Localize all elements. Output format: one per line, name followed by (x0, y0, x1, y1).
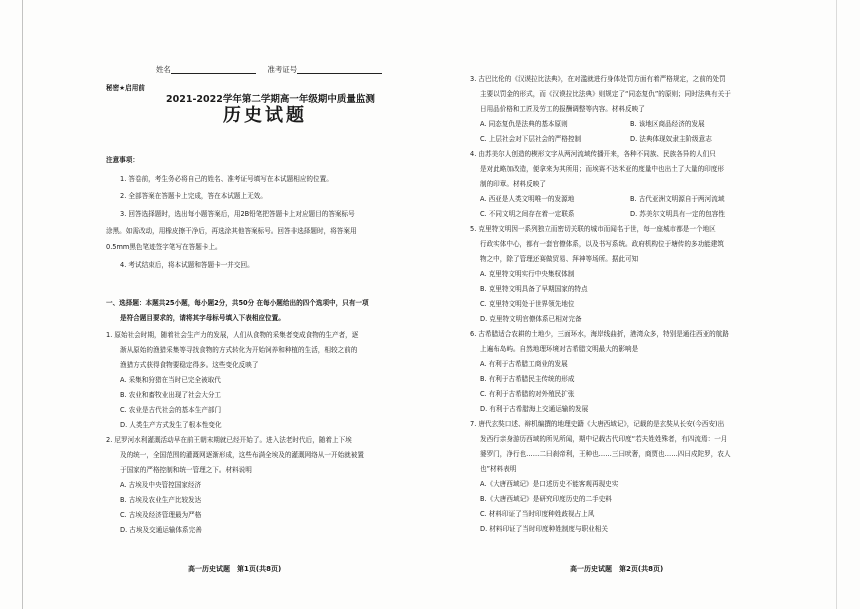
question-1-option: C. 农业是古代社会的基本生产部门 (120, 406, 222, 414)
question-2-option: C. 古埃及经济管理最为严格 (120, 511, 202, 519)
question-7-stem: 发西行亲身游历西域的所见所闻，期中记载古代印度“若夫姓姓殊者，有四流焉：一月 (480, 435, 728, 443)
question-4-stem: 制的印章。材料反映了 (480, 180, 546, 188)
question-4-option: A. 西亚是人类文明唯一的发源地 (480, 195, 575, 203)
page-left (106, 60, 441, 600)
name-blank (171, 66, 256, 74)
question-1-stem: 1. 原始社会时期，随着社会生产力的发展，人们从食物的采集者变成食物的生产者，逐 (106, 331, 359, 339)
notice-line: 涂黑。如需改动，用橡皮擦干净后，再选涂其他答案标号。回答非选择题时，将答案用 (106, 227, 357, 235)
question-3-option: C. 上层社会对下层社会的严格控制 (480, 135, 582, 143)
question-1-stem: 渔猎方式获得食物要稳定得多。这些变化反映了 (120, 361, 259, 369)
notice-line: 4. 考试结束后，将本试题和答题卡一并交回。 (120, 261, 254, 269)
page-footer-right: 高一历史试题 第2页(共8页) (570, 565, 664, 573)
notice-line: 0.5mm黑色笔迹签字笔写在答题卡上。 (106, 243, 222, 251)
question-2-option: D. 古埃及交通运输体系完善 (120, 526, 202, 534)
question-4-option: B. 古代亚洲文明源自于两河流域 (630, 195, 725, 203)
question-3-option: B. 该地区商品经济的发展 (630, 120, 705, 128)
notice-line: 1. 答卷前，考生务必将自己的姓名、准考证号填写在本试题相应的位置。 (120, 175, 333, 183)
question-6-option: D. 有利于古希腊海上交通运输的发展 (480, 405, 589, 413)
question-7-option: B.《大唐西域记》是研究印度历史的二手史料 (480, 495, 612, 503)
question-7-stem: 婆罗门，净行也……二曰刹帝利，王种也……三曰吠奢，商贾也……四曰戍陀罗，农人 (480, 450, 731, 458)
scan-edge-right (836, 0, 837, 609)
question-3-stem: 主要以罚金的形式，而《汉谟拉比法典》则规定了“同态复仇”的原则；同时法典有关于 (480, 90, 731, 98)
question-5-stem: 物之中，除了管理还赛做贸易、拜神等场所。据此可知 (480, 255, 639, 263)
question-7-stem: 也”材料表明 (480, 465, 517, 473)
question-6-option: B. 有利于古希腊民主传统的形成 (480, 375, 575, 383)
section-heading: 是符合题目要求的，请将其字母标号填入下表相应位置。 (120, 314, 285, 322)
question-2-stem: 于国家的严格控制和统一管理之下。材料说明 (120, 466, 252, 474)
name-field (156, 66, 382, 74)
notice-line: 3. 回答选择题时，选出每小题答案后，用2B铅笔把答题卡上对应题目的答案标号 (120, 210, 355, 218)
scan-edge-left (22, 0, 23, 609)
question-1-stem: 渐从原始的渔猎采集等寻找食物的方式转化为开始饲养和种植的生活，相较之前的 (120, 346, 358, 354)
question-7-option: A.《大唐西域记》是口述历史不能客观再现史实 (480, 480, 619, 488)
secret-mark: 秘密★启用前 (106, 84, 145, 92)
question-5-option: D. 克里特文明官僚体系已相对完备 (480, 315, 582, 323)
question-2-option: B. 古埃及农业生产比较发达 (120, 496, 202, 504)
question-5-option: B. 克里特文明具备了早期国家的特点 (480, 285, 588, 293)
question-2-stem: 及的统一，全国范围的灌溉网逐渐形成，这些布满全埃及的灌溉网络从一开始就被置 (120, 451, 364, 459)
question-6-option: A. 有利于古希腊工商业的发展 (480, 360, 568, 368)
question-6-option: C. 有利于古希腊的对外殖民扩张 (480, 390, 575, 398)
name-label: 姓名 (156, 65, 171, 74)
question-4-stem: 是对此略加改造，便拿来为其所用；而埃赛不达米亚的度量中也出土了大量的印度形 (480, 165, 724, 173)
notice-line: 2. 全部答案在答题卡上完成，答在本试题上无效。 (120, 192, 267, 200)
question-1-option: A. 采集和狩猎在当时已完全被取代 (120, 376, 221, 384)
question-2-stem: 2. 尼罗河水利灌溉活动早在前王朝末期就已经开始了。进入法老时代后，随着上下埃 (106, 436, 352, 444)
notice-heading: 注意事项： (106, 156, 139, 164)
question-6-stem: 上遍布岛屿。自然地理环境对古希腊文明最大的影响是 (480, 345, 639, 353)
question-6-stem: 6. 古希腊适合农耕的土地少，三面环水，海岸线曲折，港湾众多，特别是通往西亚的航路 (470, 330, 729, 338)
page-right (470, 60, 784, 600)
question-4-stem: 4. 由苏美尔人创造的楔形文字从两河流域传播开来，各种不同族、民族各异的人们只 (470, 150, 716, 158)
question-4-option: D. 苏美尔文明具有一定的包容性 (630, 210, 725, 218)
question-4-option: C. 不同文明之间存在着一定联系 (480, 210, 575, 218)
question-5-option: C. 克里特文明处于世界领先地位 (480, 300, 575, 308)
question-3-option: A. 同态复仇是法典的基本原则 (480, 120, 568, 128)
question-7-option: D. 材料印证了当时印度种姓制度与职业相关 (480, 525, 608, 533)
page-footer-left: 高一历史试题 第1页(共8页) (188, 565, 282, 573)
question-5-option: A. 克里特文明实行中央集权体制 (480, 270, 575, 278)
question-2-option: A. 古埃及中央管控国家经济 (120, 481, 202, 489)
exam-title: 2021-2022学年第二学期高一年级期中质量监测 (166, 94, 375, 105)
question-5-stem: 行政实体中心，都有一套官僚体系，以及书写系统。政府机构位于塘传的多功能建筑 (480, 240, 724, 248)
subject-title: 历史试题 (223, 105, 307, 126)
question-7-option: C. 材料印证了当时印度种姓歧视占上风 (480, 510, 595, 518)
exam-no-blank (297, 66, 382, 74)
question-7-stem: 7. 唐代玄奘口述、辩机编撰的地理史籍《大唐西域记》，记载的是玄奘从长安(今西安)出 (470, 420, 725, 428)
question-5-stem: 5. 克里特文明因一系列独立而密切关联的城市而闻名于世，每一座城市都是一个地区 (470, 225, 716, 233)
question-1-option: B. 农业和畜牧业出现了社会大分工 (120, 391, 222, 399)
exam-no-label: 准考证号 (267, 65, 298, 74)
question-3-option: D. 法典体现奴隶主阶级意志 (630, 135, 712, 143)
question-1-option: D. 人类生产方式发生了根本性变化 (120, 421, 222, 429)
question-3-stem: 3. 古巴比伦的《汉谟拉比法典》，在对滥就进行身体处罚方面有着严格规定，之前的处罚 (470, 75, 726, 83)
section-heading: 一、选择题：本题共25小题，每小题2分，共50分 在每小题给出的四个选项中，只有一项 (106, 299, 369, 307)
question-3-stem: 日用品价格和工匠及劳工的报酬调整等内容。材料反映了 (480, 105, 645, 113)
